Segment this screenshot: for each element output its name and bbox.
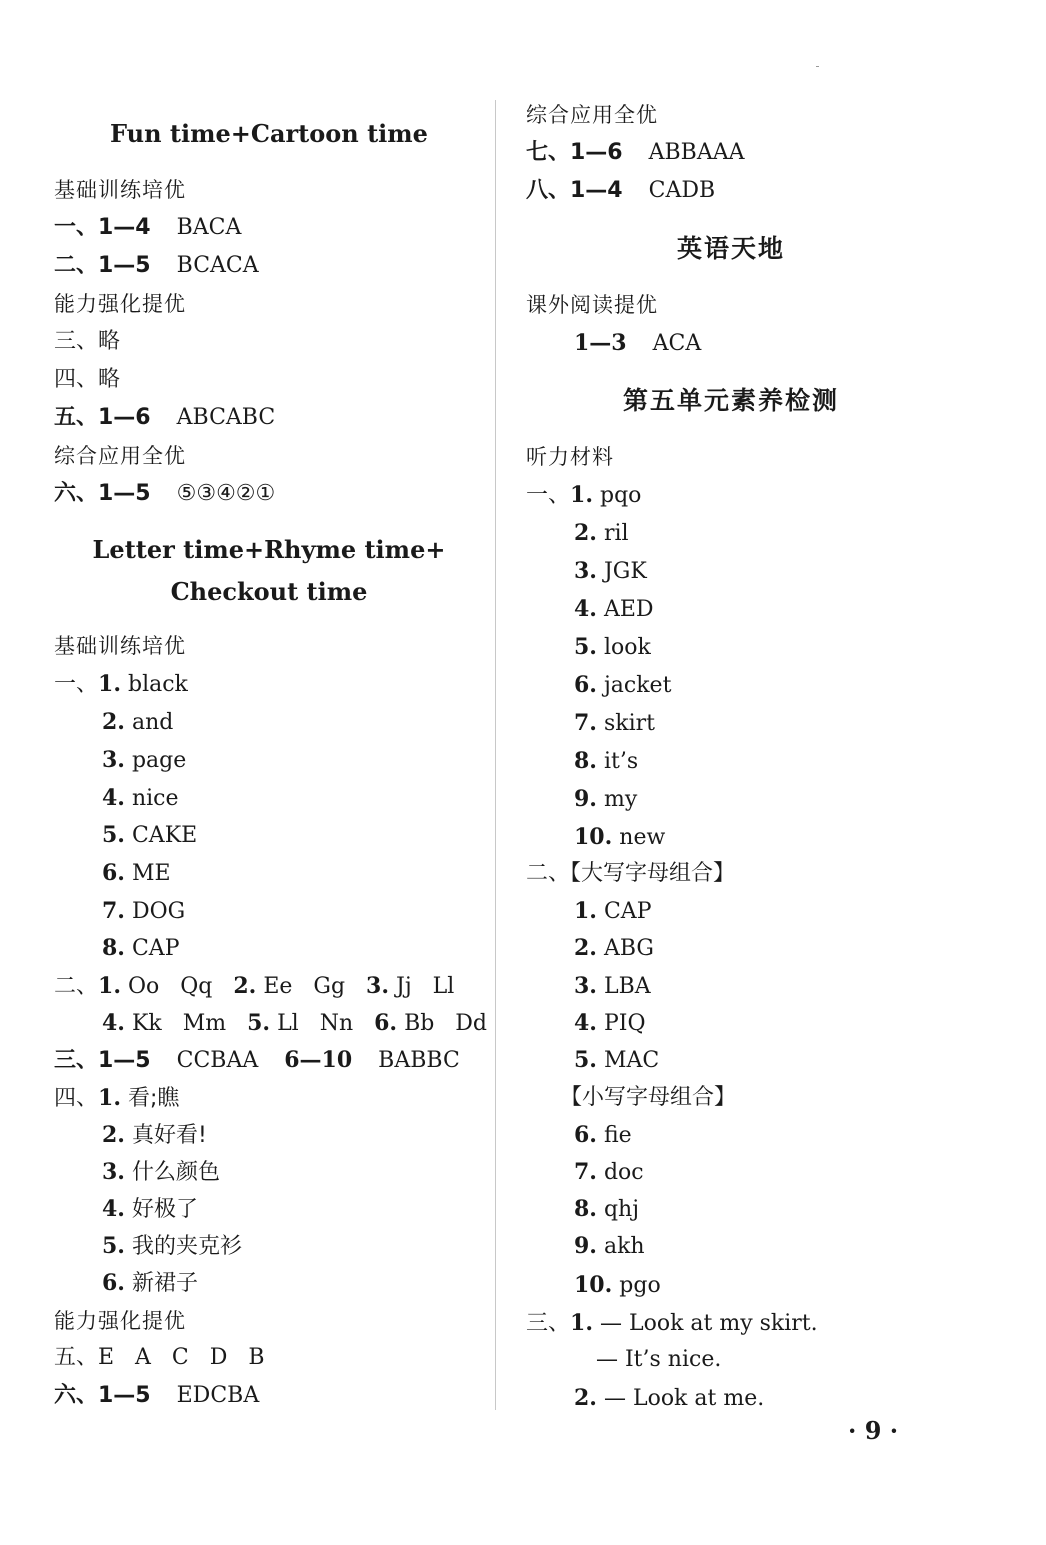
answer-line: [574, 1157, 644, 1188]
answer-line: [574, 1231, 645, 1262]
item-number: 4.: [574, 1010, 597, 1036]
answer-text: MAC: [603, 1048, 660, 1073]
subsection-ability: 能力强化提优: [54, 1309, 186, 1333]
answer-line: [574, 822, 665, 853]
answer-text: look: [603, 635, 651, 660]
item-number: 5.: [102, 1233, 125, 1259]
question-prefix: 二、: [526, 861, 571, 886]
answer-line: [574, 933, 654, 964]
item-number: 2.: [574, 1385, 597, 1411]
subsection-extra-reading: 课外阅读提优: [526, 293, 658, 317]
answer-line: [102, 1120, 207, 1151]
answer-text: fie: [603, 1123, 632, 1148]
answer-line: 四、略: [54, 367, 121, 392]
answer-text: AED: [603, 597, 654, 622]
answer-line: [574, 328, 701, 359]
answer-text: jacket: [603, 673, 672, 698]
section-title-fun-time: Fun time+Cartoon time: [110, 119, 428, 148]
question-number: 一、1—4: [54, 215, 151, 240]
item-number: 2.: [233, 973, 257, 999]
answer-line: [102, 707, 173, 738]
column-divider: [495, 100, 496, 1410]
answer-line: [596, 1345, 721, 1375]
answer-text: PIQ: [603, 1011, 646, 1036]
item-number: 2.: [102, 1122, 125, 1148]
answer-text: qhj: [603, 1197, 640, 1222]
item-number: 9.: [574, 1233, 597, 1259]
question-number: 六、1—5: [54, 1383, 151, 1408]
item-number: 5.: [574, 634, 597, 660]
answer-text: pgo: [619, 1273, 661, 1298]
answer-text: CAP: [131, 936, 180, 961]
section-title-english-world: 英语天地: [676, 234, 785, 263]
answer-text: ⑤③④②①: [176, 481, 276, 506]
answer-text: page: [131, 748, 187, 773]
answer-line: [54, 213, 241, 243]
item-number: 7.: [574, 710, 597, 736]
item-number: 3.: [366, 973, 389, 999]
item-number: 8.: [102, 935, 125, 961]
answer-line: [54, 1381, 259, 1411]
answer-line: [102, 858, 171, 889]
item-number: 1.: [570, 482, 593, 508]
question-prefix: 一、: [526, 483, 571, 508]
answer-text: Bb Dd: [404, 1011, 488, 1036]
subsection-comprehensive: 综合应用全优: [54, 444, 186, 468]
answer-text: 好极了: [131, 1197, 198, 1222]
item-number: 10.: [574, 1272, 613, 1298]
subsection-comprehensive: 综合应用全优: [526, 103, 658, 127]
answer-text: BACA: [176, 215, 242, 240]
answer-text: 看;瞧: [127, 1086, 180, 1111]
item-number: 6.: [574, 672, 597, 698]
answer-line: [54, 1045, 460, 1076]
answer-text: E A C D B: [98, 1345, 265, 1370]
answer-text: new: [619, 825, 666, 850]
page-number: · 9 ·: [848, 1416, 899, 1445]
answer-text: ACA: [652, 331, 702, 356]
question-number: 七、1—6: [526, 140, 623, 165]
question-prefix: 四、: [54, 1086, 99, 1111]
answer-text: ABCABC: [176, 405, 276, 430]
item-number: 4.: [574, 596, 597, 622]
answer-text: CADB: [648, 178, 716, 203]
answer-text: and: [131, 710, 174, 735]
answer-text: ABG: [603, 936, 655, 961]
answer-text: it’s: [603, 749, 639, 774]
answer-line: [574, 632, 651, 663]
item-number: 6.: [574, 1122, 597, 1148]
answer-line: [102, 745, 186, 776]
dialogue-line: — It’s nice.: [596, 1347, 722, 1372]
answer-line: [102, 896, 185, 927]
answer-text: ril: [603, 521, 629, 546]
answer-line: [574, 594, 654, 625]
question-prefix: 五、: [54, 1345, 99, 1370]
question-number: 六、1—5: [54, 481, 151, 506]
section-title-checkout-time: Checkout time: [170, 577, 368, 606]
item-number: 3.: [102, 747, 125, 773]
question-prefix: 二、: [54, 974, 99, 999]
answer-text: skirt: [603, 711, 655, 736]
answer-line: [574, 746, 638, 777]
item-number: 8.: [574, 748, 597, 774]
answer-line: [102, 1157, 220, 1188]
answer-line: 三、略: [54, 329, 121, 354]
item-number: 3.: [574, 973, 597, 999]
answer-text: 新裙子: [131, 1271, 198, 1296]
section-title-unit-5-test: 第五单元素养检测: [622, 386, 839, 415]
answer-text: 我的夹克衫: [131, 1234, 242, 1259]
answer-line: [54, 403, 275, 433]
question-prefix: 三、: [526, 1311, 571, 1336]
answer-line: [526, 176, 715, 206]
item-number: 1.: [98, 1085, 121, 1111]
question-number: 二、1—5: [54, 253, 151, 278]
answer-line: [574, 971, 651, 1002]
answer-text: akh: [603, 1234, 645, 1259]
answer-line: [102, 1268, 198, 1299]
answer-text: CAKE: [131, 823, 198, 848]
answer-text: doc: [603, 1160, 644, 1185]
item-number: 2.: [574, 935, 597, 961]
answer-line: [574, 1194, 639, 1225]
item-number: 1.: [574, 898, 597, 924]
answer-text: ABBAAA: [648, 140, 745, 165]
group-heading-uppercase: 【大写字母组合】: [570, 861, 736, 886]
answer-line: [574, 1120, 632, 1151]
item-number: 10.: [574, 824, 613, 850]
answer-text: Oo Qq: [127, 974, 213, 999]
item-number: 8.: [574, 1196, 597, 1222]
answer-text: CAP: [603, 899, 652, 924]
answer-text: EDCBA: [176, 1383, 260, 1408]
answer-text: nice: [131, 786, 179, 811]
item-number: 6.: [374, 1010, 398, 1036]
answer-line: [102, 820, 197, 851]
item-number: 7.: [102, 898, 125, 924]
item-number: 1.: [98, 671, 121, 697]
answer-line: [574, 670, 671, 701]
dialogue-line: — Look at me.: [603, 1386, 765, 1411]
answer-line: [574, 1008, 646, 1039]
answer-text: Jj Ll: [396, 974, 455, 999]
subsection-basic-training: 基础训练培优: [54, 634, 186, 658]
answer-line: [102, 1194, 198, 1225]
answer-text: my: [603, 787, 638, 812]
answer-line: [102, 1008, 487, 1039]
answer-line: [526, 1308, 818, 1339]
item-number: 4.: [102, 1196, 125, 1222]
subsection-listening-material: 听力材料: [526, 445, 614, 469]
item-number: 4.: [102, 785, 125, 811]
answer-line: [526, 859, 735, 889]
answer-text: Kk Mm: [131, 1011, 227, 1036]
answer-line: [54, 479, 275, 509]
item-number: 1.: [98, 973, 121, 999]
question-prefix: 一、: [54, 672, 99, 697]
answer-line: [574, 784, 637, 815]
answer-text: 真好看!: [131, 1123, 207, 1148]
item-number: 1.: [570, 1310, 593, 1336]
answer-line: [574, 1383, 764, 1414]
question-number: 五、1—6: [54, 405, 151, 430]
answer-line: [54, 1083, 179, 1114]
question-number: 三、1—5: [54, 1048, 151, 1073]
answer-line: [574, 518, 629, 549]
answer-text: BABBC: [378, 1048, 460, 1073]
answer-line: [54, 669, 188, 700]
question-number: 1—3: [574, 330, 627, 356]
item-number: 3.: [574, 558, 597, 584]
answer-line: [54, 971, 454, 1002]
answer-text: pqo: [599, 483, 642, 508]
answer-text: Ee Gg: [263, 974, 346, 999]
item-number: 5.: [247, 1010, 271, 1036]
answer-line: [574, 556, 647, 587]
item-number: 9.: [574, 786, 597, 812]
item-number: 5.: [102, 822, 125, 848]
question-number: 八、1—4: [526, 178, 623, 203]
dialogue-line: — Look at my skirt.: [599, 1311, 818, 1336]
item-number: 7.: [574, 1159, 597, 1185]
answer-text: BCACA: [176, 253, 259, 278]
section-title-letter-time: Letter time+Rhyme time+: [92, 535, 446, 564]
answer-line: [102, 933, 180, 964]
corner-mark: [816, 66, 819, 67]
answer-line: [54, 1343, 265, 1373]
item-number: 2.: [574, 520, 597, 546]
item-number: 6.: [102, 1270, 125, 1296]
item-number: 2.: [102, 709, 125, 735]
question-number: 6—10: [284, 1047, 353, 1073]
answer-line: [102, 1231, 242, 1262]
item-number: 3.: [102, 1159, 125, 1185]
answer-text: black: [127, 672, 188, 697]
answer-text: 什么颜色: [131, 1160, 220, 1185]
subsection-basic-training: 基础训练培优: [54, 178, 186, 202]
answer-line: [526, 138, 745, 168]
subsection-ability: 能力强化提优: [54, 292, 186, 316]
answer-text: LBA: [603, 974, 651, 999]
answer-line: [574, 708, 655, 739]
answer-line: [526, 480, 641, 511]
group-heading-lowercase: 【小写字母组合】: [560, 1085, 737, 1110]
answer-text: CCBAA: [176, 1048, 259, 1073]
answer-text: ME: [131, 861, 171, 886]
item-number: 4.: [102, 1010, 125, 1036]
item-number: 6.: [102, 860, 125, 886]
answer-text: Ll Nn: [277, 1011, 354, 1036]
answer-text: JGK: [603, 559, 647, 584]
answer-line: [102, 783, 179, 814]
answer-text: DOG: [131, 899, 186, 924]
item-number: 5.: [574, 1047, 597, 1073]
answer-line: [54, 251, 259, 281]
answer-line: [574, 1270, 661, 1301]
answer-line: [574, 1045, 659, 1076]
answer-line: [574, 896, 652, 927]
